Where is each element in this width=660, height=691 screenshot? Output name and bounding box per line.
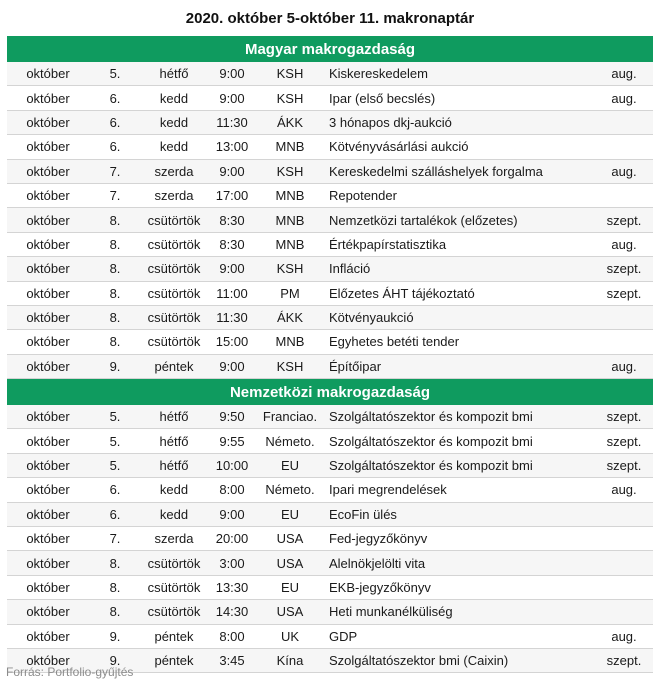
weekday-cell: csütörtök <box>141 305 207 329</box>
day-cell: 9. <box>89 624 141 648</box>
event-cell: Repotender <box>323 183 595 207</box>
calendar-table <box>7 36 653 673</box>
table-row <box>7 232 653 256</box>
time-cell: 9:00 <box>207 86 257 110</box>
time-cell: 9:00 <box>207 62 257 86</box>
event-cell: Kötvényvásárlási aukció <box>323 135 595 159</box>
period-cell: szept. <box>595 405 653 429</box>
time-cell: 8:00 <box>207 624 257 648</box>
month-cell: október <box>7 208 89 232</box>
event-cell: Értékpapírstatisztika <box>323 232 595 256</box>
source-cell: EU <box>257 502 323 526</box>
weekday-cell: péntek <box>141 624 207 648</box>
period-cell <box>595 551 653 575</box>
month-cell: október <box>7 330 89 354</box>
day-cell: 8. <box>89 551 141 575</box>
month-cell: október <box>7 110 89 134</box>
weekday-cell: péntek <box>141 648 207 672</box>
source-cell: KSH <box>257 159 323 183</box>
period-cell: aug. <box>595 232 653 256</box>
day-cell: 8. <box>89 208 141 232</box>
event-cell: 3 hónapos dkj-aukció <box>323 110 595 134</box>
source-cell: MNB <box>257 208 323 232</box>
period-cell: aug. <box>595 354 653 378</box>
time-cell: 20:00 <box>207 527 257 551</box>
time-cell: 8:30 <box>207 232 257 256</box>
period-cell <box>595 600 653 624</box>
time-cell: 8:00 <box>207 478 257 502</box>
time-cell: 8:30 <box>207 208 257 232</box>
period-cell: aug. <box>595 159 653 183</box>
table-row <box>7 257 653 281</box>
day-cell: 9. <box>89 648 141 672</box>
day-cell: 5. <box>89 62 141 86</box>
day-cell: 6. <box>89 135 141 159</box>
section-header <box>7 379 653 406</box>
period-cell <box>595 575 653 599</box>
period-cell <box>595 330 653 354</box>
period-cell: szept. <box>595 429 653 453</box>
weekday-cell: kedd <box>141 478 207 502</box>
time-cell: 10:00 <box>207 453 257 477</box>
weekday-cell: péntek <box>141 354 207 378</box>
period-cell <box>595 110 653 134</box>
event-cell: Infláció <box>323 257 595 281</box>
source-cell: EU <box>257 575 323 599</box>
table-row <box>7 135 653 159</box>
table-row <box>7 624 653 648</box>
period-cell <box>595 502 653 526</box>
time-cell: 9:00 <box>207 159 257 183</box>
day-cell: 5. <box>89 453 141 477</box>
day-cell: 7. <box>89 527 141 551</box>
time-cell: 13:00 <box>207 135 257 159</box>
time-cell: 9:00 <box>207 257 257 281</box>
month-cell: október <box>7 281 89 305</box>
month-cell: október <box>7 600 89 624</box>
month-cell: október <box>7 159 89 183</box>
period-cell <box>595 527 653 551</box>
source-cell: UK <box>257 624 323 648</box>
table-row <box>7 183 653 207</box>
month-cell: október <box>7 135 89 159</box>
month-cell: október <box>7 183 89 207</box>
event-cell: Szolgáltatószektor bmi (Caixin) <box>323 648 595 672</box>
event-cell: Előzetes ÁHT tájékoztató <box>323 281 595 305</box>
source-cell: USA <box>257 600 323 624</box>
table-row <box>7 305 653 329</box>
weekday-cell: csütörtök <box>141 575 207 599</box>
period-cell: szept. <box>595 257 653 281</box>
weekday-cell: csütörtök <box>141 208 207 232</box>
source-cell: MNB <box>257 330 323 354</box>
day-cell: 8. <box>89 330 141 354</box>
table-row <box>7 453 653 477</box>
event-cell: Szolgáltatószektor és kompozit bmi <box>323 429 595 453</box>
day-cell: 8. <box>89 600 141 624</box>
table-row <box>7 281 653 305</box>
table-row <box>7 527 653 551</box>
table-row <box>7 208 653 232</box>
time-cell: 3:45 <box>207 648 257 672</box>
time-cell: 15:00 <box>207 330 257 354</box>
month-cell: október <box>7 575 89 599</box>
source-cell: MNB <box>257 232 323 256</box>
time-cell: 11:30 <box>207 110 257 134</box>
month-cell: október <box>7 257 89 281</box>
event-cell: Ipar (első becslés) <box>323 86 595 110</box>
source-cell: Németo. <box>257 429 323 453</box>
source-cell: PM <box>257 281 323 305</box>
source-cell: KSH <box>257 62 323 86</box>
day-cell: 5. <box>89 429 141 453</box>
source-cell: EU <box>257 453 323 477</box>
event-cell: Nemzetközi tartalékok (előzetes) <box>323 208 595 232</box>
source-note: Forrás: Portfolio-gyűjtés <box>6 665 134 679</box>
time-cell: 9:00 <box>207 354 257 378</box>
table-row <box>7 478 653 502</box>
table-row <box>7 330 653 354</box>
table-row <box>7 502 653 526</box>
table-row <box>7 110 653 134</box>
month-cell: október <box>7 624 89 648</box>
time-cell: 13:30 <box>207 575 257 599</box>
month-cell: október <box>7 551 89 575</box>
day-cell: 8. <box>89 575 141 599</box>
weekday-cell: szerda <box>141 183 207 207</box>
event-cell: GDP <box>323 624 595 648</box>
event-cell: Építőipar <box>323 354 595 378</box>
weekday-cell: csütörtök <box>141 600 207 624</box>
event-cell: Kereskedelmi szálláshelyek forgalma <box>323 159 595 183</box>
source-cell: ÁKK <box>257 110 323 134</box>
month-cell: október <box>7 502 89 526</box>
event-cell: Szolgáltatószektor és kompozit bmi <box>323 453 595 477</box>
period-cell: aug. <box>595 62 653 86</box>
day-cell: 8. <box>89 257 141 281</box>
month-cell: október <box>7 405 89 429</box>
period-cell <box>595 305 653 329</box>
event-cell: Kiskereskedelem <box>323 62 595 86</box>
source-cell: USA <box>257 551 323 575</box>
time-cell: 11:00 <box>207 281 257 305</box>
period-cell <box>595 135 653 159</box>
weekday-cell: hétfő <box>141 429 207 453</box>
source-cell: Franciao. <box>257 405 323 429</box>
weekday-cell: szerda <box>141 527 207 551</box>
time-cell: 9:50 <box>207 405 257 429</box>
day-cell: 6. <box>89 502 141 526</box>
day-cell: 6. <box>89 110 141 134</box>
source-cell: MNB <box>257 135 323 159</box>
source-cell: KSH <box>257 354 323 378</box>
day-cell: 6. <box>89 86 141 110</box>
month-cell: október <box>7 305 89 329</box>
period-cell: szept. <box>595 648 653 672</box>
weekday-cell: csütörtök <box>141 551 207 575</box>
period-cell: aug. <box>595 624 653 648</box>
time-cell: 9:00 <box>207 502 257 526</box>
day-cell: 7. <box>89 183 141 207</box>
source-cell: USA <box>257 527 323 551</box>
weekday-cell: hétfő <box>141 405 207 429</box>
period-cell: szept. <box>595 208 653 232</box>
weekday-cell: csütörtök <box>141 257 207 281</box>
event-cell: Heti munkanélküliség <box>323 600 595 624</box>
period-cell: szept. <box>595 281 653 305</box>
day-cell: 8. <box>89 305 141 329</box>
period-cell: aug. <box>595 86 653 110</box>
event-cell: Ipari megrendelések <box>323 478 595 502</box>
time-cell: 9:55 <box>207 429 257 453</box>
source-cell: KSH <box>257 257 323 281</box>
period-cell <box>595 183 653 207</box>
event-cell: EKB-jegyzőkönyv <box>323 575 595 599</box>
section-title: Magyar makrogazdaság <box>7 36 653 62</box>
weekday-cell: csütörtök <box>141 232 207 256</box>
day-cell: 8. <box>89 232 141 256</box>
table-row <box>7 62 653 86</box>
time-cell: 17:00 <box>207 183 257 207</box>
weekday-cell: kedd <box>141 86 207 110</box>
period-cell: szept. <box>595 453 653 477</box>
table-row <box>7 600 653 624</box>
event-cell: Egyhetes betéti tender <box>323 330 595 354</box>
month-cell: október <box>7 478 89 502</box>
month-cell: október <box>7 354 89 378</box>
day-cell: 7. <box>89 159 141 183</box>
source-cell: ÁKK <box>257 305 323 329</box>
month-cell: október <box>7 429 89 453</box>
source-cell: MNB <box>257 183 323 207</box>
table-row <box>7 405 653 429</box>
calendar-body <box>7 36 653 673</box>
weekday-cell: kedd <box>141 135 207 159</box>
day-cell: 8. <box>89 281 141 305</box>
table-row <box>7 354 653 378</box>
table-row <box>7 429 653 453</box>
month-cell: október <box>7 648 89 672</box>
time-cell: 11:30 <box>207 305 257 329</box>
section-header <box>7 36 653 62</box>
weekday-cell: csütörtök <box>141 281 207 305</box>
weekday-cell: kedd <box>141 502 207 526</box>
day-cell: 9. <box>89 354 141 378</box>
time-cell: 3:00 <box>207 551 257 575</box>
table-row <box>7 551 653 575</box>
event-cell: Szolgáltatószektor és kompozit bmi <box>323 405 595 429</box>
day-cell: 6. <box>89 478 141 502</box>
month-cell: október <box>7 86 89 110</box>
weekday-cell: kedd <box>141 110 207 134</box>
source-cell: KSH <box>257 86 323 110</box>
month-cell: október <box>7 453 89 477</box>
event-cell: Kötvényaukció <box>323 305 595 329</box>
time-cell: 14:30 <box>207 600 257 624</box>
table-row <box>7 86 653 110</box>
day-cell: 5. <box>89 405 141 429</box>
weekday-cell: csütörtök <box>141 330 207 354</box>
table-row <box>7 575 653 599</box>
month-cell: október <box>7 62 89 86</box>
month-cell: október <box>7 527 89 551</box>
page-title: 2020. október 5-október 11. makronaptár <box>185 10 475 27</box>
period-cell: aug. <box>595 478 653 502</box>
source-cell: Kína <box>257 648 323 672</box>
event-cell: Fed-jegyzőkönyv <box>323 527 595 551</box>
event-cell: Alelnökjelölti vita <box>323 551 595 575</box>
weekday-cell: szerda <box>141 159 207 183</box>
section-title: Nemzetközi makrogazdaság <box>7 379 653 406</box>
weekday-cell: hétfő <box>141 62 207 86</box>
event-cell: EcoFin ülés <box>323 502 595 526</box>
month-cell: október <box>7 232 89 256</box>
source-cell: Németo. <box>257 478 323 502</box>
weekday-cell: hétfő <box>141 453 207 477</box>
table-row <box>7 159 653 183</box>
